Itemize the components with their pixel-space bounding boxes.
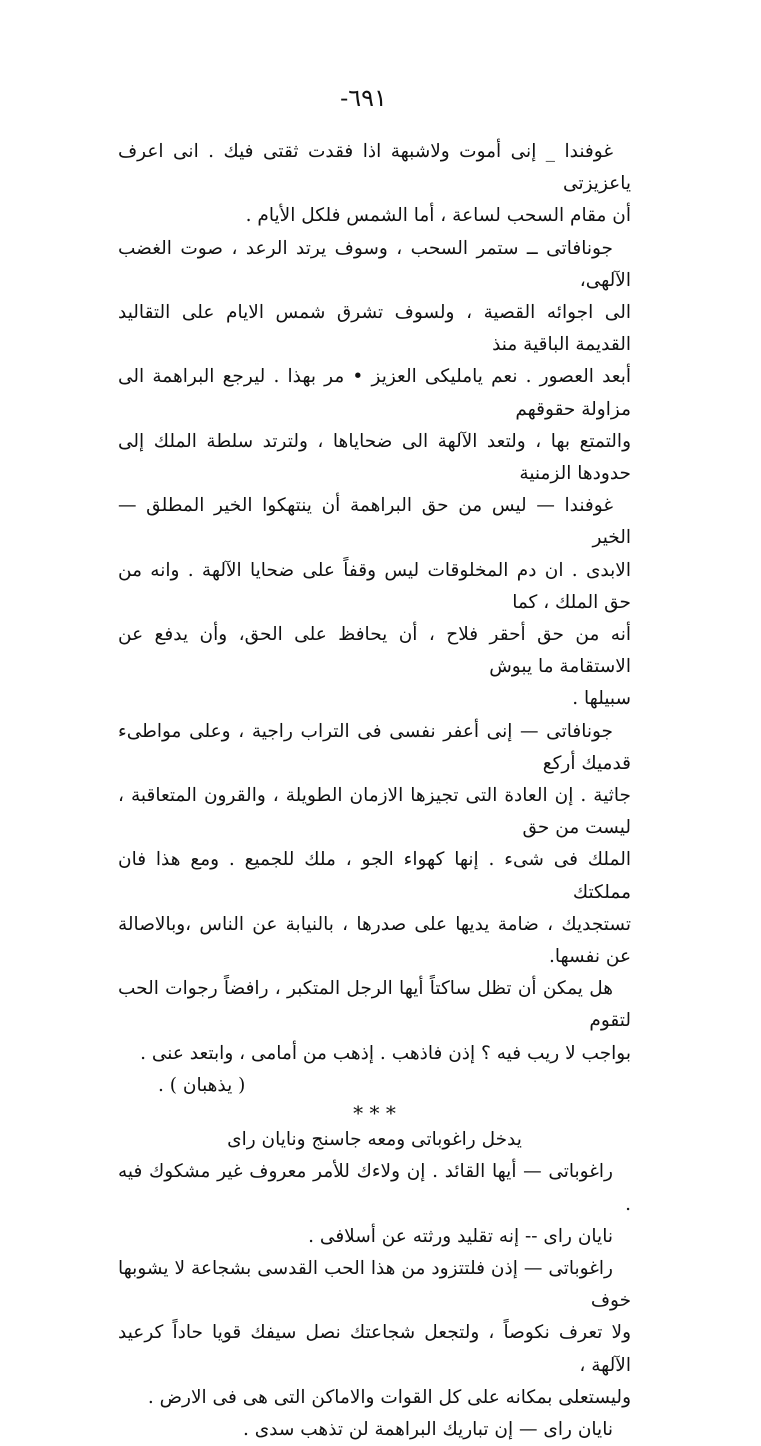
text-line: راغوباتى — إذن فلتتزود من هذا الحب القدسى بشجاعة لا يشوبها خوف xyxy=(118,1257,631,1312)
page-body xyxy=(118,136,631,1446)
text-line: الابدى . ان دم المخلوقات ليس وقفاً على ضحايا الآلهة . وانه من حق الملك ، كما xyxy=(118,559,631,613)
text-line: أبعد العصور . نعم ياملیکی العزیز • مر بهذا . ليرجع البراهمة الى مزاولة حقوقهم xyxy=(118,366,631,420)
text-line: جونافاتى ــ ستمر السحب ، وسوف يرتد الرعد ، صوت الغضب الآلهى، xyxy=(118,237,631,291)
section-break-asterism: * * * xyxy=(353,1101,396,1126)
page-number-dash: - xyxy=(340,84,349,112)
text-line: ولا تعرف نكوصاً ، ولتجعل شجاعتك نصل سيفك قويا حاداً كرعيد الآلهة ، xyxy=(118,1322,631,1376)
text-line: غوفندا — ليس من حق البراهمة أن ينتهكوا الخير المطلق — الخير xyxy=(118,495,631,549)
text-line: هل يمكن أن تظل ساكتاً أيها الرجل المتكبر ، رافضاً رجوات الحب لتقوم xyxy=(118,978,631,1032)
text-line: تستجديك ، ضامة يديها على صدرها ، بالنيابة عن الناس ،وبالاصالة عن نفسها. xyxy=(118,913,631,968)
text-line: سبيلها . xyxy=(572,688,631,710)
text-line: الى اجوائه القصية ، ولسوف تشرق شمس الايام على التقاليد القديمة الباقية منذ xyxy=(118,302,631,356)
page-number-value: ٦٩١ xyxy=(348,84,387,112)
text-line: أن مقام السحب لساعة ، أما الشمس فلكل الأيام . xyxy=(245,205,631,227)
stage-direction: ( يذهبان ) . xyxy=(158,1074,246,1096)
text-line: وليستعلى بمكانه على كل القوات والاماكن التى هى فى الارض . xyxy=(147,1386,631,1408)
text-line: جاثية . إن العادة التى تجيزها الازمان الطويلة ، والقرون المتعاقبة ، ليست من حق xyxy=(118,785,631,839)
text-line: والتمتع بها ، ولتعد الآلهة الى ضحاياها ، ولترتد سلطة الملك إلى حدودها الزمنية xyxy=(118,430,632,485)
page-number xyxy=(0,84,761,112)
stage-entrance: يدخل راغوباتى ومعه جاسنج ونايان راى xyxy=(227,1129,522,1151)
text-line: راغوباتى — أيها القائد . إن ولاءك للأمر معروف غير مشكوك فيه . xyxy=(118,1161,631,1215)
text-line: أنه من حق أحقر فلاح ، أن يحافظ على الحق، وأن يدفع عن الاستقامة ما يبوش xyxy=(118,624,631,678)
text-line: الملك فى شىء . إنها كهواء الجو ، ملك للجميع . ومع هذا فان مملكتك xyxy=(118,849,631,903)
text-line: غوفندا _ إنى أموت ولاشبهة اذا فقدت ثقتى فيك . انى اعرف ياعزيزتى xyxy=(118,141,631,195)
text-line: بواجب لا ريب فيه ؟ إذن فاذهب . إذهب من أمامى ، وابتعد عنى . xyxy=(140,1042,631,1064)
text-line: جونافاتى — إنى أعفر نفسى فى التراب راجية ، وعلى مواطىء قدميك أركع xyxy=(118,720,631,774)
text-line: نايان راى -- إنه تقليد ورثته عن أسلافى . xyxy=(308,1225,613,1247)
text-line: نايان راى — إن تباريك البراهمة لن تذهب سدى . xyxy=(242,1418,613,1440)
